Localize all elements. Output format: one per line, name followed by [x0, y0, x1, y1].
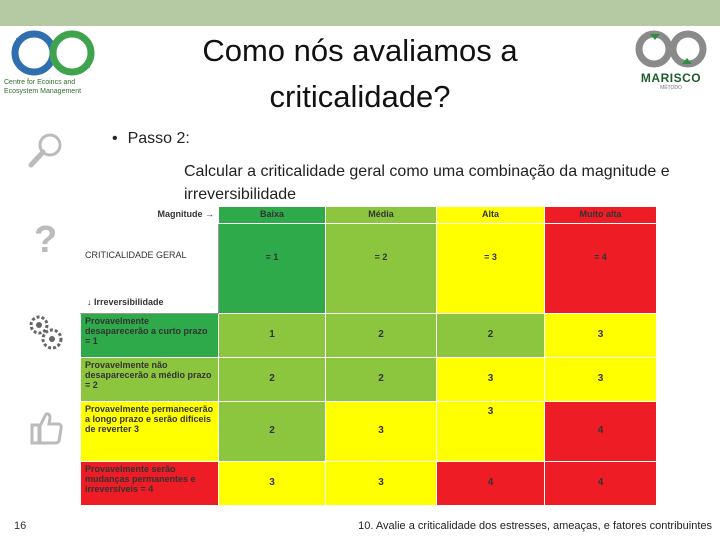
question-icon [26, 218, 66, 258]
page-number: 16 [14, 520, 27, 532]
col-value-media: = 2 [326, 224, 437, 314]
footer-text: 10. Avalie a criticalidade dos estresses, ameaças, e fatores contribuintes [358, 520, 712, 532]
matrix-row-4 [81, 462, 657, 506]
matrix-header-row [81, 207, 657, 224]
matrix-row-2 [81, 358, 657, 402]
cell-3-2: 3 [326, 402, 437, 462]
row-label-4: Provavelmente serão mudanças permanentes e irreversíveis = 4 [81, 462, 219, 506]
irreversibility-label: ↓ Irreversibilidade [87, 297, 164, 307]
cell-1-1: 1 [219, 314, 326, 358]
magnifier-icon [26, 130, 66, 170]
cell-2-1: 2 [219, 358, 326, 402]
matrix-row-3 [81, 402, 657, 462]
cell-2-2: 2 [326, 358, 437, 402]
row-label-2: Provavelmente não desaparecerão a médio prazo = 2 [81, 358, 219, 402]
col-header-media: Média [326, 207, 437, 224]
matrix-value-row [81, 224, 657, 314]
cell-3-3: 3 [437, 402, 545, 462]
row-label-1: Provavelmente desaparecerão a curto prazo = 1 [81, 314, 219, 358]
criticality-label: CRITICALIDADE GERAL [85, 250, 187, 260]
col-header-muito-alta: Muito alta [545, 207, 657, 224]
org-name: Centre for Ecoincs and Ecosystem Management [4, 79, 82, 95]
cell-4-3: 4 [437, 462, 545, 506]
cell-1-2: 2 [326, 314, 437, 358]
gears-icon [26, 312, 66, 352]
matrix-row-1 [81, 314, 657, 358]
cell-4-1: 3 [219, 462, 326, 506]
bullet-dot: • [112, 130, 118, 147]
row-label-3: Provavelmente permanecerão a longo prazo e serão difíceis de reverter 3 [81, 402, 219, 462]
col-value-baixa: = 1 [219, 224, 326, 314]
cecm-logo [4, 28, 104, 104]
col-header-baixa: Baixa [219, 207, 326, 224]
infinity-logo-icon [4, 28, 104, 78]
col-value-muito-alta: = 4 [545, 224, 657, 314]
marisco-infinity-icon [628, 28, 714, 70]
cell-1-3: 2 [437, 314, 545, 358]
cell-3-4: 4 [545, 402, 657, 462]
marisco-logo [628, 28, 714, 98]
col-header-alta: Alta [437, 207, 545, 224]
cell-4-2: 3 [326, 462, 437, 506]
marisco-sub: MÉTODO [660, 85, 682, 91]
cell-4-4: 4 [545, 462, 657, 506]
marisco-brand: MARISCO [640, 71, 702, 85]
col-value-alta: = 3 [437, 224, 545, 314]
step-bullet [112, 130, 190, 148]
cell-2-3: 3 [437, 358, 545, 402]
cell-3-1: 2 [219, 402, 326, 462]
criticality-header-cell [81, 224, 219, 314]
step-label: Passo 2: [127, 130, 190, 147]
page-title: Como nós avaliamos a criticalidade? [202, 33, 518, 114]
criticality-matrix [80, 206, 657, 506]
step-description: Calcular a criticalidade geral como uma combinação da magnitude e irreversibilidade [184, 163, 670, 203]
svg-text:?: ? [34, 219, 58, 258]
cell-2-4: 3 [545, 358, 657, 402]
cell-1-4: 3 [545, 314, 657, 358]
thumbs-up-icon [26, 408, 66, 448]
magnitude-label: Magnitude → [81, 207, 219, 224]
top-bar [0, 0, 720, 26]
